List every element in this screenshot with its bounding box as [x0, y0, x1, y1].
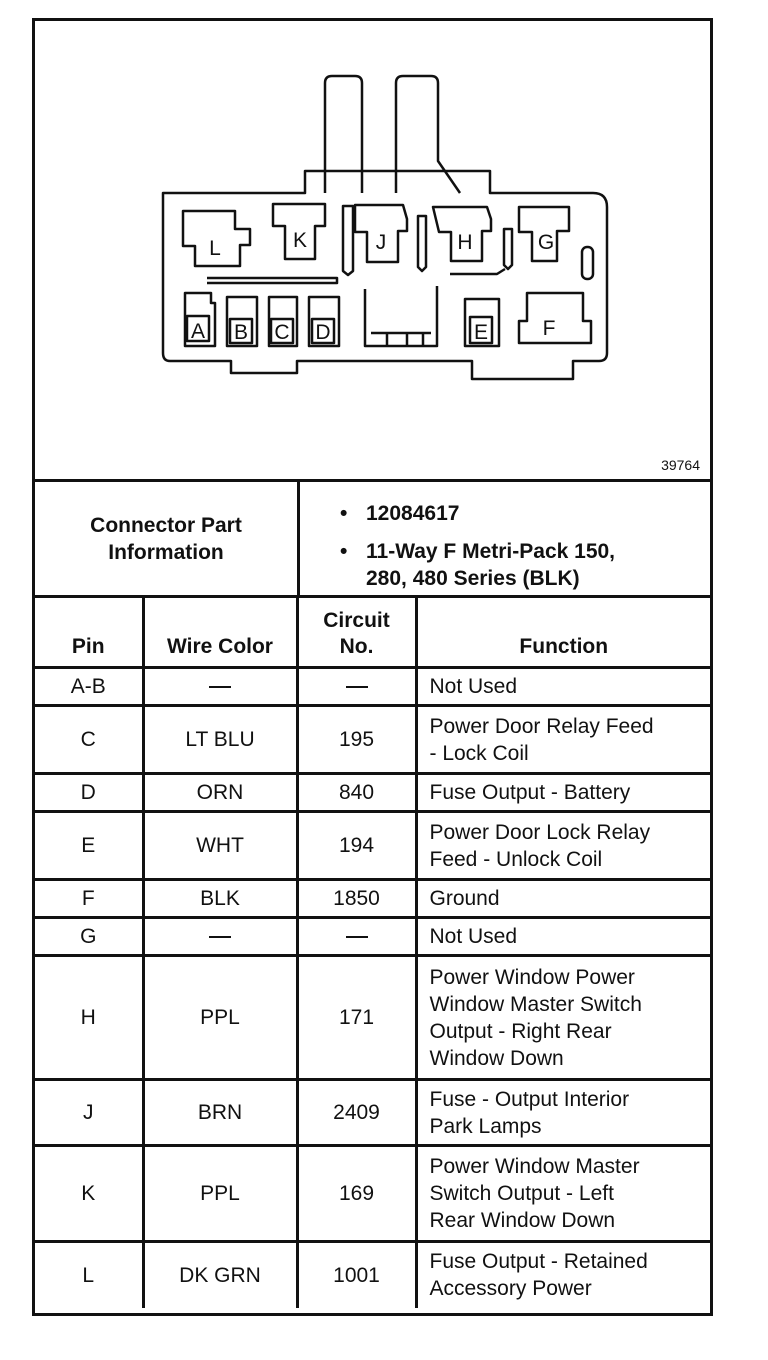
cell-wire-color: WHT — [143, 812, 297, 880]
connector-diagram — [35, 21, 710, 482]
table-header-row — [35, 598, 710, 668]
table-row — [35, 956, 710, 1080]
pin-label-D: D — [315, 321, 331, 344]
function-line: Fuse - Output Interior — [429, 1087, 630, 1111]
pin-label-K: K — [292, 229, 308, 252]
function-line: Fuse Output - Battery — [429, 781, 631, 804]
cell-pin: D — [35, 774, 143, 812]
connector-info-label — [35, 482, 300, 595]
cell-function — [416, 1080, 710, 1146]
cell-function — [416, 956, 710, 1080]
pinout-rows — [35, 668, 710, 1308]
cell-function — [416, 812, 710, 880]
pin-label-F: F — [542, 317, 556, 340]
pin-label-H: H — [457, 231, 473, 254]
pin-label-L: L — [209, 237, 221, 260]
pin-label-G: G — [537, 231, 555, 254]
cell-wire-color: PPL — [143, 956, 297, 1080]
function-line: Not Used — [429, 925, 518, 948]
cell-pin: H — [35, 956, 143, 1080]
table-row — [35, 1080, 710, 1146]
function-line: Window Down — [429, 1046, 564, 1070]
header-wire-color: Wire Color — [143, 598, 297, 668]
figure-number: 39764 — [661, 457, 700, 473]
cell-circuit-no — [297, 918, 416, 956]
cell-pin: G — [35, 918, 143, 956]
function-line: Park Lamps — [429, 1114, 542, 1138]
function-line: Power Window Power — [429, 965, 635, 989]
cell-wire-color: LT BLU — [143, 706, 297, 774]
cell-function — [416, 880, 710, 918]
cell-circuit-no: 840 — [297, 774, 416, 812]
table-row — [35, 880, 710, 918]
cell-wire-color: ORN — [143, 774, 297, 812]
pin-label-A: A — [190, 320, 206, 343]
cell-wire-color: BLK — [143, 880, 297, 918]
cell-circuit-no: 195 — [297, 706, 416, 774]
function-line: Ground — [429, 887, 500, 910]
cell-function — [416, 1242, 710, 1308]
cell-circuit-no — [297, 668, 416, 706]
cell-wire-color: DK GRN — [143, 1242, 297, 1308]
table-row — [35, 706, 710, 774]
function-line: Output - Right Rear — [429, 1019, 612, 1043]
pin-label-E: E — [473, 321, 489, 344]
connector-face-drawing — [35, 21, 710, 479]
connector-part-info — [35, 482, 710, 598]
connector-sheet — [32, 18, 713, 1316]
table-row — [35, 812, 710, 880]
function-line: Window Master Switch — [429, 992, 642, 1016]
table-row — [35, 668, 710, 706]
cell-function — [416, 1146, 710, 1242]
header-function: Function — [416, 598, 710, 668]
cell-circuit-no: 1001 — [297, 1242, 416, 1308]
cell-circuit-no: 171 — [297, 956, 416, 1080]
table-row — [35, 1242, 710, 1308]
part-number: 12084617 — [366, 502, 460, 525]
connector-info-list: • 12084617 • 11-Way F Metri-Pack 150, 280, 480 Series (BLK) — [340, 502, 616, 590]
function-line: Fuse Output - Retained — [429, 1250, 648, 1274]
cell-pin: K — [35, 1146, 143, 1242]
cell-wire-color: PPL — [143, 1146, 297, 1242]
cell-circuit-no: 1850 — [297, 880, 416, 918]
cell-pin: J — [35, 1080, 143, 1146]
table-row — [35, 1146, 710, 1242]
description-line2: 280, 480 Series (BLK) — [366, 567, 580, 590]
cell-function — [416, 918, 710, 956]
cell-wire-color — [143, 668, 297, 706]
cell-wire-color — [143, 918, 297, 956]
function-line: Power Window Master — [429, 1155, 640, 1178]
cell-function — [416, 668, 710, 706]
pin-label-C: C — [274, 321, 290, 344]
cell-pin: L — [35, 1242, 143, 1308]
cell-function — [416, 706, 710, 774]
header-circuit-no: Circuit No. — [297, 598, 416, 668]
function-line: Not Used — [429, 675, 518, 698]
function-line: Rear Window Down — [429, 1209, 616, 1232]
cell-wire-color: BRN — [143, 1080, 297, 1146]
cell-function — [416, 774, 710, 812]
pin-label-J: J — [375, 231, 387, 254]
cell-pin: A-B — [35, 668, 143, 706]
function-line: Power Door Relay Feed — [429, 714, 654, 738]
cell-pin: F — [35, 880, 143, 918]
table-row — [35, 774, 710, 812]
cell-circuit-no: 169 — [297, 1146, 416, 1242]
pin-label-B: B — [233, 321, 249, 344]
cell-pin: E — [35, 812, 143, 880]
function-line: Power Door Lock Relay — [429, 820, 651, 844]
pinout-table — [35, 598, 710, 1308]
header-pin: Pin — [35, 598, 143, 668]
function-line: Accessory Power — [429, 1277, 592, 1301]
function-line: Feed - Unlock Coil — [429, 847, 603, 871]
cell-circuit-no: 194 — [297, 812, 416, 880]
cell-pin: C — [35, 706, 143, 774]
table-row — [35, 918, 710, 956]
function-line: Switch Output - Left — [429, 1182, 614, 1205]
connector-info-label-line2: Information — [108, 540, 224, 564]
cell-circuit-no: 2409 — [297, 1080, 416, 1146]
description-line1: 11-Way F Metri-Pack 150, — [366, 540, 616, 563]
function-line: - Lock Coil — [429, 741, 529, 765]
connector-info-label-line1: Connector Part — [90, 513, 242, 537]
